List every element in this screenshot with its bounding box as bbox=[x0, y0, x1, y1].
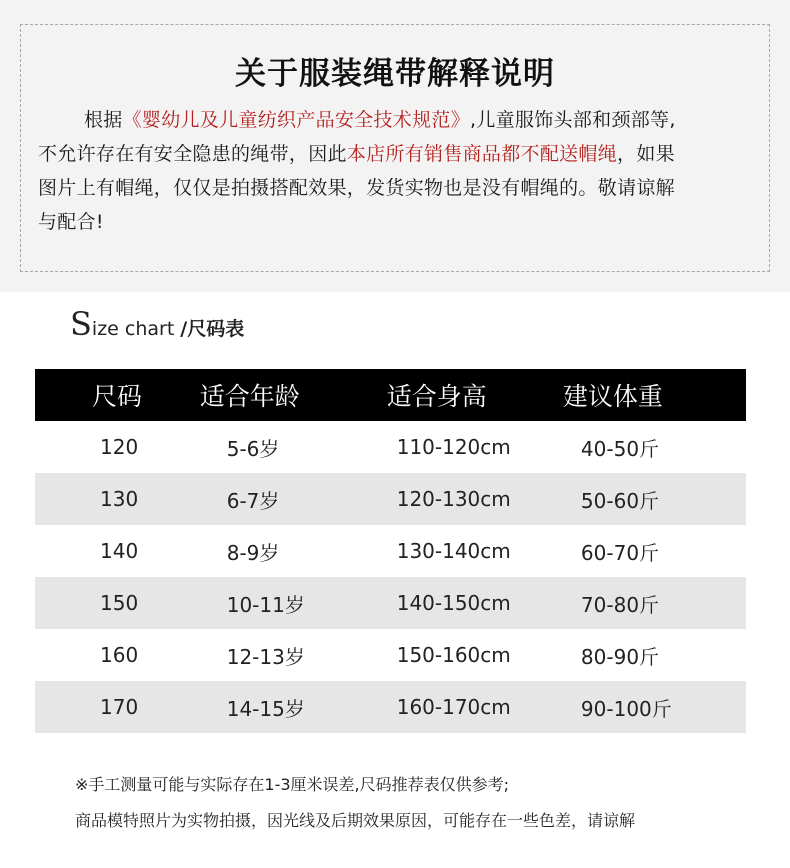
cell-height: 130-140cm bbox=[396, 539, 511, 563]
cell-size: 130 bbox=[35, 473, 197, 525]
table-header-row bbox=[35, 369, 746, 421]
notice-line-1-prefix: 根据 bbox=[84, 109, 123, 131]
cell-weight: 90-100斤 bbox=[563, 681, 746, 733]
regulation-title: 《婴幼儿及儿童纺织产品安全技术规范》 bbox=[122, 109, 471, 131]
cell-height: 150-160cm bbox=[396, 643, 511, 667]
header-age: 适合年龄 bbox=[197, 369, 387, 421]
cell-size: 160 bbox=[100, 643, 139, 667]
cell-height: 110-120cm bbox=[396, 435, 511, 459]
header-height: 适合身高 bbox=[387, 369, 563, 421]
cell-age: 14-15岁 bbox=[197, 681, 387, 733]
notice-line-3: 图片上有帽绳，仅仅是拍摄搭配效果，发货实物也是没有帽绳的。敬请谅解 bbox=[38, 177, 675, 199]
header-size: 尺码 bbox=[35, 369, 197, 421]
notice-line-4: 与配合! bbox=[38, 211, 104, 233]
table-row bbox=[35, 681, 746, 733]
cell-size: 170 bbox=[35, 681, 197, 733]
cell-weight: 50-60斤 bbox=[563, 473, 746, 525]
notice-body bbox=[38, 103, 760, 239]
cell-size: 120 bbox=[100, 435, 139, 459]
cell-height: 120-130cm bbox=[387, 473, 563, 525]
cell-weight: 80-90斤 bbox=[580, 644, 660, 669]
cell-age: 10-11岁 bbox=[197, 577, 387, 629]
table-row bbox=[35, 577, 746, 629]
size-table bbox=[35, 369, 746, 733]
cell-age: 6-7岁 bbox=[197, 473, 387, 525]
cell-weight: 60-70斤 bbox=[580, 540, 660, 565]
cell-weight: 70-80斤 bbox=[563, 577, 746, 629]
table-row bbox=[35, 629, 746, 681]
cell-size: 140 bbox=[100, 539, 139, 563]
cell-height: 140-150cm bbox=[387, 577, 563, 629]
notice-title: 关于服装绳带解释说明 bbox=[235, 56, 555, 92]
notice-line-2-suffix: ，如果 bbox=[617, 143, 675, 165]
notice-line-1-suffix: ,儿童服饰头部和颈部等, bbox=[470, 109, 676, 131]
color-difference-note: 商品模特照片为实物拍摄，因光线及后期效果原因，可能存在一些色差，请谅解 bbox=[75, 811, 636, 830]
table-row bbox=[35, 525, 746, 577]
size-chart-heading-text: ize chart bbox=[91, 318, 175, 340]
header-weight: 建议体重 bbox=[563, 369, 746, 421]
no-drawstring-statement: 本店所有销售商品都不配送帽绳 bbox=[346, 143, 618, 165]
cell-size: 150 bbox=[35, 577, 197, 629]
cell-weight: 40-50斤 bbox=[580, 436, 660, 461]
notice-line-2-prefix: 不允许存在有安全隐患的绳带，因此 bbox=[38, 143, 347, 165]
size-chart-heading-cn: /尺码表 bbox=[180, 318, 245, 340]
cell-age: 8-9岁 bbox=[226, 540, 280, 565]
cell-height: 160-170cm bbox=[387, 681, 563, 733]
notice-line-1 bbox=[38, 103, 760, 137]
size-chart-heading-initial: S bbox=[70, 305, 92, 343]
measurement-note: ※手工测量可能与实际存在1-3厘米误差,尺码推荐表仅供参考; bbox=[75, 775, 510, 794]
cell-age: 5-6岁 bbox=[226, 436, 280, 461]
size-chart-heading bbox=[70, 305, 244, 345]
notice-line-2 bbox=[38, 137, 760, 171]
table-row bbox=[35, 473, 746, 525]
table-row bbox=[35, 421, 746, 473]
cell-age: 12-13岁 bbox=[226, 644, 305, 669]
